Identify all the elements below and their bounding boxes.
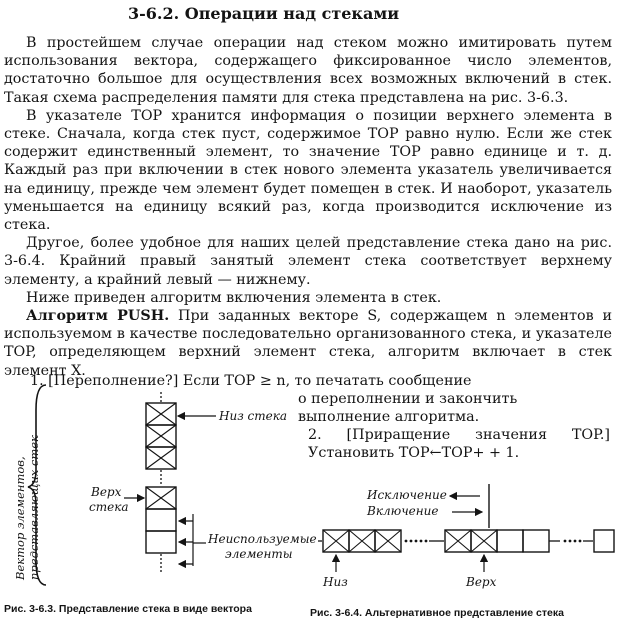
fig1-side-label-1: Вектор элементов, [13, 456, 27, 580]
h-cell-filled [349, 530, 375, 552]
algorithm-title: Алгоритм PUSH. [26, 308, 170, 325]
figure-2-caption: Рис. 3-6.4. Альтернативное представление стека [310, 607, 564, 619]
step-2: 2. [Приращение значения TOP.] Установить TOP←TOP+ + 1. [308, 427, 610, 462]
paragraph-4: Ниже приведен алгоритм включения элемента в стек. [26, 289, 442, 306]
stack-cell-empty [146, 531, 176, 553]
algorithm-intro: При заданных векторе S, содержащем n элементов и используемом в качестве последовательно организованного стека, и указателе TOP, определяющем верхний элемент стека, алгоритм включает в стек элемент X. [4, 308, 613, 379]
h-cell-filled [323, 530, 349, 552]
stack-cell-filled [146, 425, 176, 447]
step-1-line-1: 1. [Переполнение?] Если TOP ≥ n, то печатать сообщение [30, 373, 472, 389]
h-cell-filled [445, 530, 471, 552]
section-heading: 3-6.2. Операции над стеками [128, 4, 400, 23]
fig1-top-label-1: Верх [91, 485, 122, 499]
stack-cell-filled [146, 487, 176, 509]
figure-vertical-stack [13, 385, 317, 585]
fig1-unused-label-2: элементы [225, 547, 293, 561]
paragraph-3: Другое, более удобное для наших целей представление стека дано на рис. 3-6.4. Крайний правый занятый элемент стека соответствует верхнему элементу, а крайний левый — нижнему. [4, 235, 612, 288]
figure-1-caption: Рис. 3-6.3. Представление стека в виде вектора [4, 603, 252, 615]
fig1-unused-label-1: Неиспользуемые [208, 532, 317, 546]
fig1-top-label-2: стека [89, 500, 129, 514]
h-cell-empty [497, 530, 523, 552]
fig2-bottom-label: Низ [323, 575, 348, 589]
paragraph-1: В простейшем случае операции над стеком можно имитировать путем использования вектора, содержащего фиксированное число элементов, достаточно большое для осуществления всех возможных включений в стек. Такая схема распределения памяти для стека представлена на рис. 3-6.3. [4, 35, 612, 106]
fig1-bottom-label: Низ стека [219, 409, 288, 423]
h-ellipsis-2 [564, 540, 582, 543]
fig1-side-label-2: представляющих стек [27, 435, 41, 580]
step-1-line-2: о переполнении и закончить выполнение алгоритма. [298, 391, 518, 426]
h-cell-filled [471, 530, 497, 552]
stack-cell-filled [146, 447, 176, 469]
unused-bracket [184, 514, 193, 566]
paragraph-2: В указателе TOP хранится информация о позиции верхнего элемента в стеке. Сначала, когда стек пуст, содержимое TOP равно нулю. Если же стек содержит единственный элемент, то значение TOP равно единице и т. д. Каждый раз при включении в стек нового элемента указатель увеличивается на единицу, прежде чем элемент будет помещен в стек. И наоборот, указатель уменьшается на единицу всякий раз, когда производится исключение из стека. [4, 107, 612, 234]
fig2-top-label: Верх [466, 575, 497, 589]
h-cell-empty [523, 530, 549, 552]
fig2-delete-label: Исключение [367, 488, 447, 502]
figure-horizontal-stack [318, 484, 614, 589]
h-ellipsis-1 [405, 540, 428, 543]
h-cell-filled [375, 530, 401, 552]
stack-cell-empty [146, 509, 176, 531]
h-cell-empty [594, 530, 614, 552]
stack-cell-filled [146, 403, 176, 425]
fig2-insert-label: Включение [367, 504, 439, 518]
